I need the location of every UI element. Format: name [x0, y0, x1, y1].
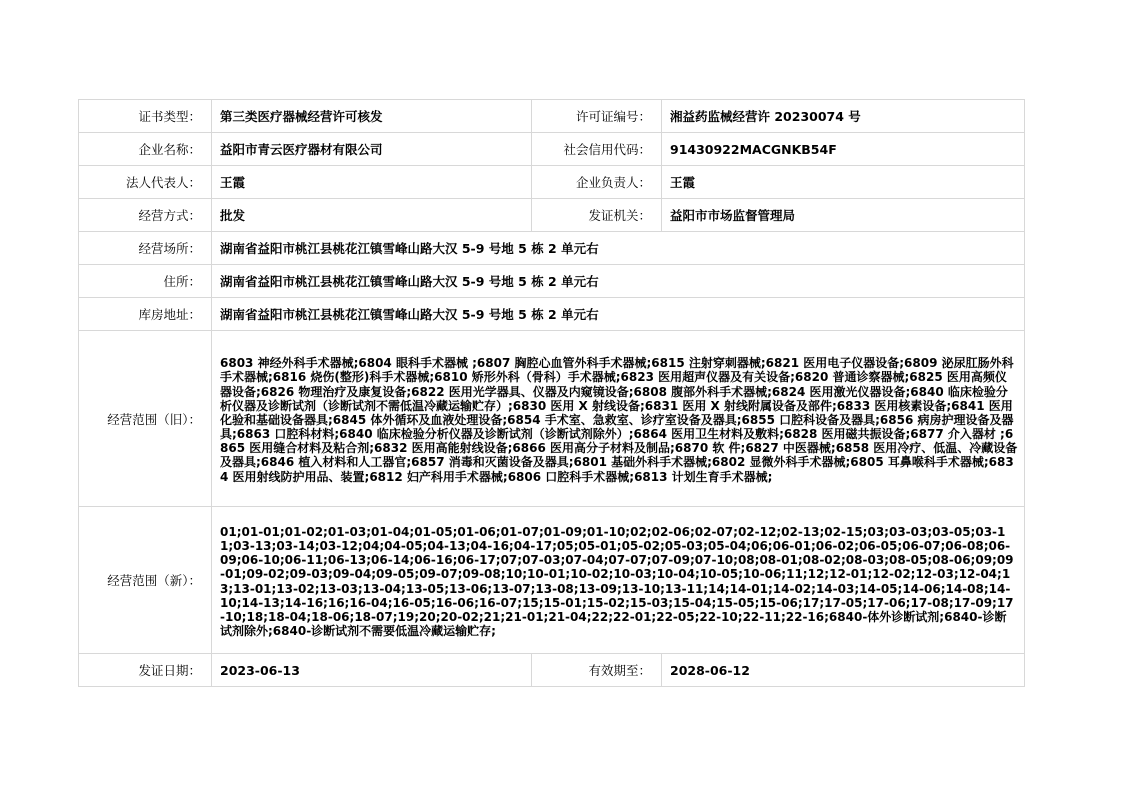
company-label: 企业名称： [79, 133, 212, 166]
scope-new-value: 01;01-01;01-02;01-03;01-04;01-05;01-06;01-07;01-09;01-10;02;02-06;02-07;02-12;02-13;02-15;03;03-03;03-05;03-11;03-13;03-14;03-12;04;04-05;04-13;04-16;04-17;05;05-01;05-02;05-03;05-04;06;06-01;06-02;06-05;06-07;06-08;06-09;06-10;06-11;06-13;06-14;06-16;06-17;07;07-03;07-04;07-07;07-09;07-10;08;08-01;08-02;08-03;08-05;08-06;09;09-01;09-02;09-03;09-04;09-05;09-07;09-08;10;10-01;10-02;10-03;10-04;10-05;10-06;11;12;12-01;12-02;12-03;12-04;13;13-01;13-02;13-03;13-04;13-05;13-06;13-07;13-08;13-09;13-10;13-11;14;14-01;14-02;14-03;14-05;14-06;14-08;14-10;14-13;14-16;16;16-04;16-05;16-06;16-07;15;15-01;15-02;15-03;15-04;15-05;15-06;17;17-05;17-06;17-08;17-09;17-10;18;18-04;18-06;18-07;19;20;20-02;21;21-01;21-04;22;22-01;22-05;22-10;22-11;22-16;6840-体外诊断试剂;6840-诊断试剂除外;6840-诊断试剂不需要低温冷藏运输贮存; [212, 507, 1025, 654]
legal-rep-label: 法人代表人： [79, 166, 212, 199]
warehouse-value: 湖南省益阳市桃江县桃花江镇雪峰山路大汉 5-9 号地 5 栋 2 单元右 [212, 298, 1025, 331]
cert-type-label: 证书类型： [79, 100, 212, 133]
valid-until-value: 2028-06-12 [662, 654, 1025, 687]
row-warehouse [79, 298, 1025, 331]
legal-rep-value: 王霞 [212, 166, 532, 199]
license-table [78, 99, 1025, 687]
row-mode [79, 199, 1025, 232]
mode-value: 批发 [212, 199, 532, 232]
row-premises [79, 232, 1025, 265]
row-cert-type [79, 100, 1025, 133]
scope-new-label: 经营范围（新）： [79, 507, 212, 654]
issuer-value: 益阳市市场监督管理局 [662, 199, 1025, 232]
row-company [79, 133, 1025, 166]
license-no-value: 湘益药监械经营许 20230074 号 [662, 100, 1025, 133]
cert-type-value: 第三类医疗器械经营许可核发 [212, 100, 532, 133]
mode-label: 经营方式： [79, 199, 212, 232]
row-scope-new [79, 507, 1025, 654]
residence-value: 湖南省益阳市桃江县桃花江镇雪峰山路大汉 5-9 号地 5 栋 2 单元右 [212, 265, 1025, 298]
license-no-label: 许可证编号： [532, 100, 662, 133]
issue-date-value: 2023-06-13 [212, 654, 532, 687]
issuer-label: 发证机关： [532, 199, 662, 232]
row-dates [79, 654, 1025, 687]
residence-label: 住所： [79, 265, 212, 298]
row-residence [79, 265, 1025, 298]
warehouse-label: 库房地址： [79, 298, 212, 331]
company-value: 益阳市青云医疗器材有限公司 [212, 133, 532, 166]
premises-label: 经营场所： [79, 232, 212, 265]
scope-old-value: 6803 神经外科手术器械;6804 眼科手术器械 ;6807 胸腔心血管外科手术器械;6815 注射穿刺器械;6821 医用电子仪器设备;6809 泌尿肛肠外科手术器械;6816 烧伤(整形)科手术器械;6810 矫形外科（骨科）手术器械;6823 医用超声仪器及有关设备;6820 普通诊察器械;6825 医用高频仪器设备;6826 物理治疗及康复设备;6822 医用光学器具、仪器及内窥镜设备;6808 腹部外科手术器械;6824 医用激光仪器设备;6840 临床检验分析仪器及诊断试剂（诊断试剂不需低温冷藏运输贮存）;6830 医用 X 射线设备;6831 医用 X 射线附属设备及部件;6833 医用核素设备;6841 医用化验和基础设备器具;6845 体外循环及血液处理设备;6854 手术室、急救室、诊疗室设备及器具;6855 口腔科设备及器具;6856 病房护理设备及器具;6863 口腔科材料;6840 临床检验分析仪器及诊断试剂（诊断试剂除外）;6864 医用卫生材料及敷料;6828 医用磁共振设备;6877 介入器材 ;6865 医用缝合材料及粘合剂;6832 医用高能射线设备;6866 医用高分子材料及制品;6870 软 件;6827 中医器械;6858 医用冷疗、低温、冷藏设备及器具;6846 植入材料和人工器官;6857 消毒和灭菌设备及器具;6801 基础外科手术器械;6802 显微外科手术器械;6805 耳鼻喉科手术器械;6834 医用射线防护用品、装置;6812 妇产科用手术器械;6806 口腔科手术器械;6813 计划生育手术器械; [212, 331, 1025, 507]
row-scope-old [79, 331, 1025, 507]
person-in-charge-label: 企业负责人： [532, 166, 662, 199]
scope-old-label: 经营范围（旧）： [79, 331, 212, 507]
issue-date-label: 发证日期： [79, 654, 212, 687]
credit-code-label: 社会信用代码： [532, 133, 662, 166]
row-legal-rep [79, 166, 1025, 199]
premises-value: 湖南省益阳市桃江县桃花江镇雪峰山路大汉 5-9 号地 5 栋 2 单元右 [212, 232, 1025, 265]
credit-code-value: 91430922MACGNKB54F [662, 133, 1025, 166]
valid-until-label: 有效期至： [532, 654, 662, 687]
person-in-charge-value: 王霞 [662, 166, 1025, 199]
